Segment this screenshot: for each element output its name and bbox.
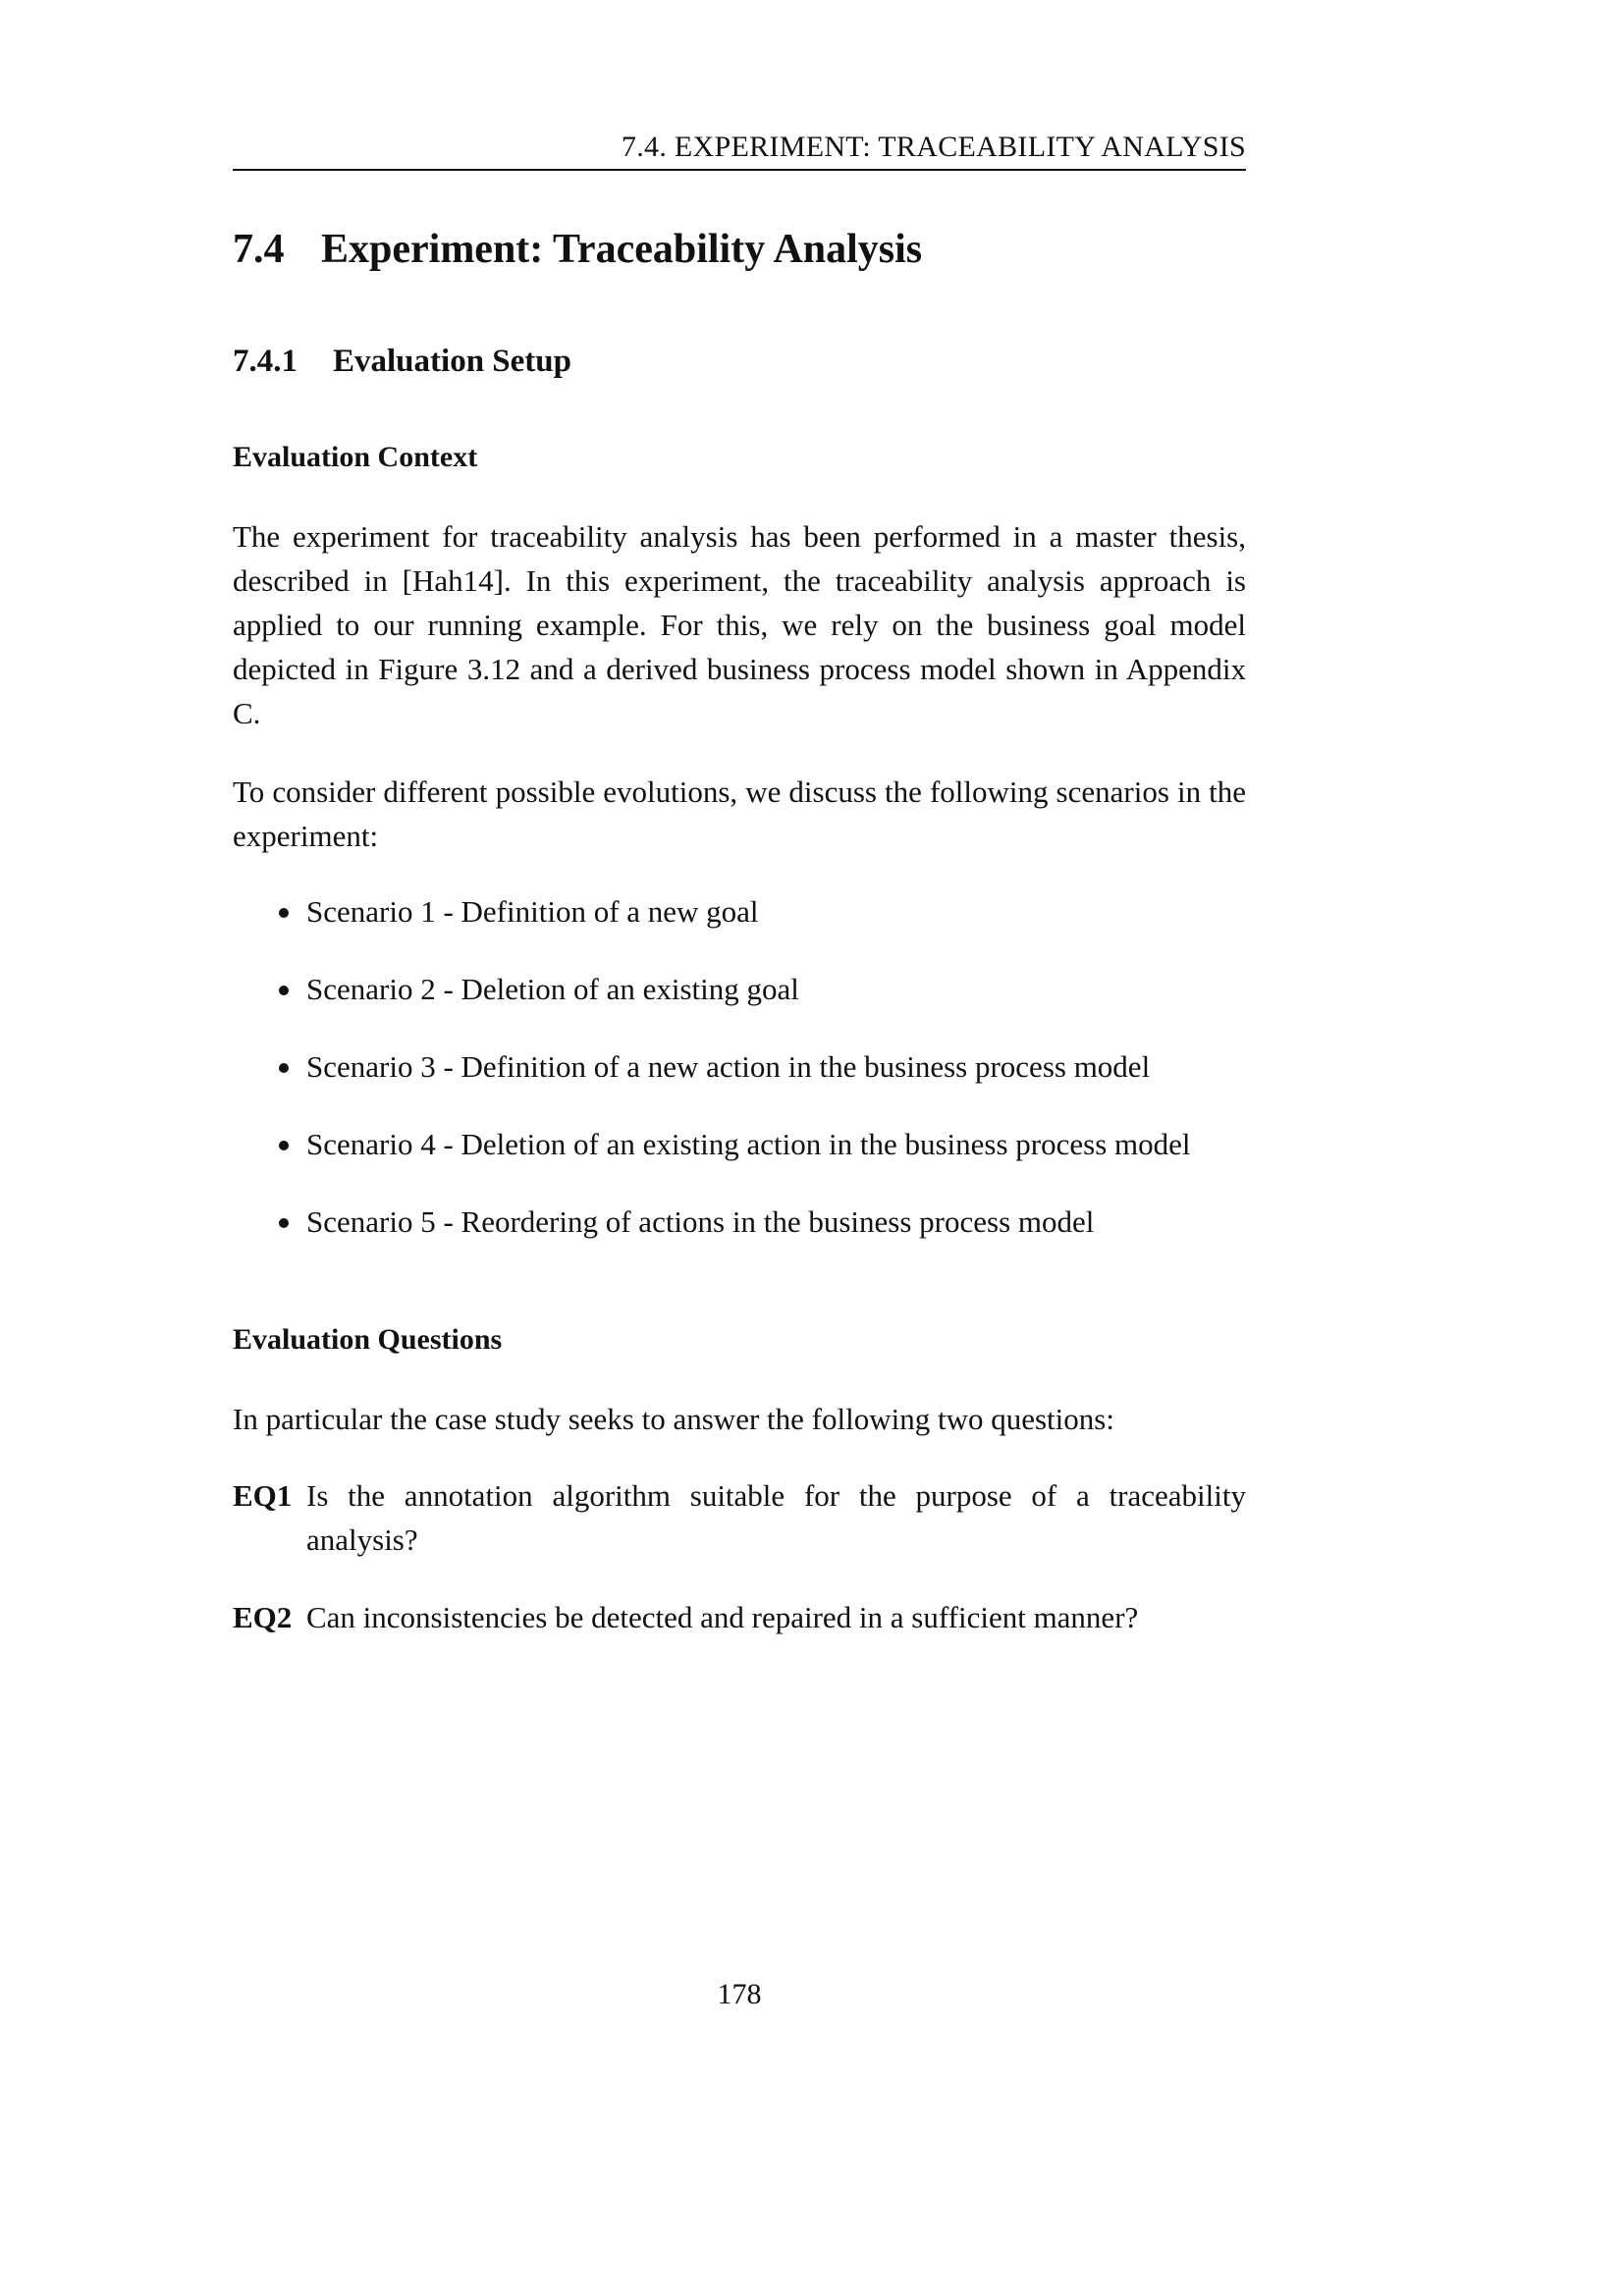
context-paragraph-2: To consider different possible evolutions, we discuss the following scenarios in the experiment:	[233, 774, 1246, 853]
list-item	[233, 967, 1246, 1044]
question-text: Is the annotation algorithm suitable for the purpose of a traceability analysis?	[306, 1478, 1246, 1557]
bullet-icon	[279, 1218, 289, 1228]
scenario-text: Scenario 3 - Definition of a new action in the business process model	[306, 1049, 1151, 1084]
bullet-icon	[279, 986, 289, 995]
header-rule	[233, 169, 1246, 171]
list-item	[233, 1200, 1246, 1277]
list-item	[233, 1122, 1246, 1200]
questions-intro: In particular the case study seeks to answer the following two questions:	[233, 1402, 1114, 1436]
bullet-icon	[279, 1063, 289, 1073]
bullet-icon	[279, 1141, 289, 1150]
running-header: 7.4. EXPERIMENT: TRACEABILITY ANALYSIS	[621, 131, 1246, 163]
section-title	[233, 222, 922, 277]
subsection-number: 7.4.1	[233, 344, 298, 379]
context-heading: Evaluation Context	[233, 441, 478, 473]
questions-heading: Evaluation Questions	[233, 1323, 503, 1356]
list-item	[233, 1044, 1246, 1122]
page-number: 178	[717, 1978, 762, 2010]
scenario-text: Scenario 2 - Deletion of an existing goal	[306, 972, 799, 1006]
list-item	[233, 889, 1246, 967]
question-label: EQ2	[233, 1600, 293, 1634]
evaluation-question-1	[233, 1473, 1246, 1562]
evaluation-question-2	[233, 1595, 1246, 1639]
subsection-title-text: Evaluation Setup	[333, 344, 571, 379]
scenario-text: Scenario 4 - Deletion of an existing action in the business process model	[306, 1127, 1191, 1161]
section-number: 7.4	[233, 227, 285, 272]
section-title-text: Experiment: Traceability Analysis	[321, 227, 923, 272]
scenario-list	[233, 889, 1246, 1277]
question-text: Can inconsistencies be detected and repaired in a sufficient manner?	[306, 1600, 1139, 1634]
subsection-title	[233, 340, 571, 383]
context-paragraph-1: The experiment for traceability analysis has been performed in a master thesis, described in [Hah14]. In this experiment, the traceability analysis approach is applied to our running example. For this, we rely on the business goal model depicted in Figure 3.12 and a derived business process model shown in Appendix C.	[233, 519, 1246, 730]
bullet-icon	[279, 908, 289, 918]
scenario-text: Scenario 1 - Definition of a new goal	[306, 894, 759, 929]
scenario-text: Scenario 5 - Reordering of actions in the business process model	[306, 1204, 1095, 1239]
question-label: EQ1	[233, 1478, 293, 1513]
